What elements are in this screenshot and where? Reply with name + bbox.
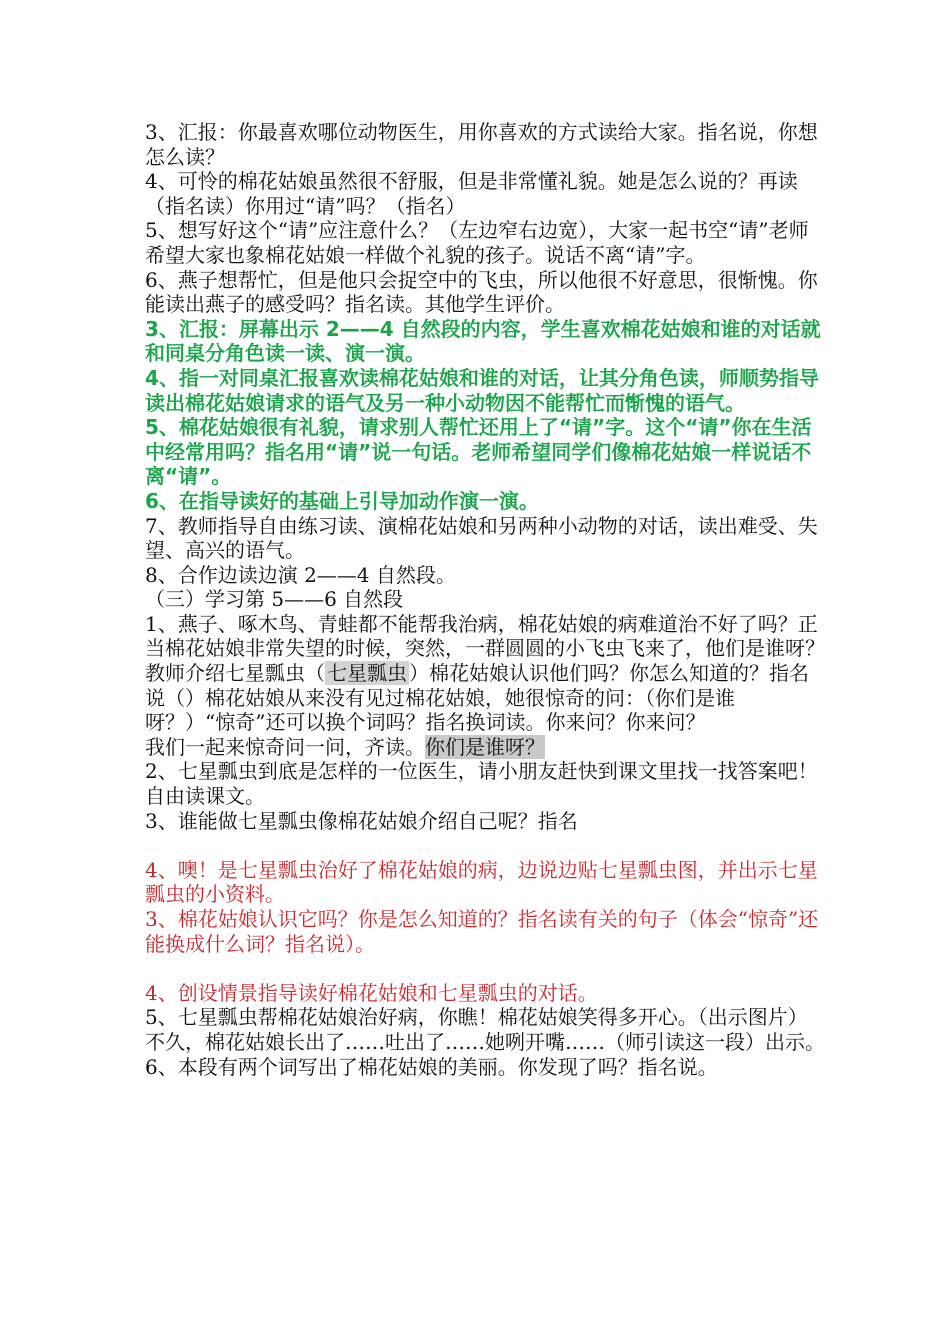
green-paragraph: 5、棉花姑娘很有礼貌，请求别人帮忙还用上了“请”字。这个“请”你在生活中经常用吗？指名用“请”说一句话。老师希望同学们像棉花姑娘一样说话不离“请”。: [145, 415, 812, 489]
text-segment: 1、燕子、啄木鸟、青蛙都不能帮我治病，棉花姑娘的病难道治不好了吗？正当棉花姑娘非常失望的时候，突然，一群圆圆的小飞虫飞来了，他们是谁呀？教师介绍七星瓢虫（: [145, 611, 825, 686]
text-segment: 我们一起来惊奇问一问，齐读。: [145, 734, 425, 759]
red-paragraph: 4、创设情景指导读好棉花姑娘和七星瓢虫的对话。: [145, 980, 598, 1005]
paragraph: 4、可怜的棉花姑娘虽然很不舒服，但是非常懂礼貌。她是怎么说的？再读（指名读）你用过“请”吗？（指名）: [145, 169, 798, 218]
paragraph: 5、七星瓢虫帮棉花姑娘治好病，你瞧！棉花姑娘笑得多开心。（出示图片）: [145, 1005, 808, 1030]
paragraph: 2、七星瓢虫到底是怎样的一位医生，请小朋友赶快到课文里找一找答案吧！自由读课文。: [145, 759, 818, 809]
highlighted-text: 七星瓢虫: [327, 661, 407, 686]
red-paragraph: 3、棉花姑娘认识它吗？你是怎么知道的？指名读有关的句子（体会“惊奇”还能换成什么词？指名说）。: [145, 907, 819, 956]
blank-line: [145, 956, 825, 981]
paragraph: 6、燕子想帮忙，但是他只会捉空中的飞虫，所以他很不好意思，很惭愧。你能读出燕子的感受吗？指名读。其他学生评价。: [145, 267, 818, 317]
paragraph: 6、本段有两个词写出了棉花姑娘的美丽。你发现了吗？指名说。: [145, 1054, 718, 1079]
paragraph: 3、谁能做七星瓢虫像棉花姑娘介绍自己呢？指名: [145, 808, 578, 833]
green-paragraph: 6、在指导读好的基础上引导加动作演一演。: [145, 488, 539, 513]
paragraph: [145, 612, 825, 735]
green-paragraph: 4、指一对同桌汇报喜欢读棉花姑娘和谁的对话，让其分角色读，师顺势指导读出棉花姑娘请求的语气及另一种小动物因不能帮忙而惭愧的语气。: [145, 365, 819, 415]
paragraph: [145, 735, 825, 760]
paragraph: 3、汇报：你最喜欢哪位动物医生，用你喜欢的方式读给大家。指名说，你想怎么读？: [145, 120, 818, 169]
paragraph: 7、教师指导自由练习读、演棉花姑娘和另两种小动物的对话，读出难受、失望、高兴的语气。: [145, 513, 818, 563]
paragraph: 8、合作边读边演 2——4 自然段。: [145, 562, 456, 587]
highlighted-text: 你们是谁呀？: [425, 734, 545, 759]
section-heading: （三）学习第 5——6 自然段: [145, 587, 404, 612]
paragraph: 5、想写好这个“请”应注意什么？（左边窄右边宽），大家一起书空“请”老师希望大家也象棉花姑娘一样做个礼貌的孩子。说话不离“请”字。: [145, 218, 809, 267]
text-segment: ）棉花姑娘认识他们吗？你怎么知道的？指名说（）棉花姑娘从来没有见过棉花姑娘，她很惊奇的问：（你们是谁呀？）“惊奇”还可以换个词吗？指名换词读。你来问？你来问？: [145, 661, 809, 735]
blank-line: [145, 833, 825, 858]
document-body: [145, 120, 825, 1079]
red-paragraph: 4、噢！是七星瓢虫治好了棉花姑娘的病，边说边贴七星瓢虫图，并出示七星瓢虫的小资料。: [145, 857, 818, 907]
green-paragraph: 3、汇报：屏幕出示 2——4 自然段的内容，学生喜欢棉花姑娘和谁的对话就和同桌分角色读一读、演一演。: [145, 316, 821, 366]
paragraph: 不久，棉花姑娘长出了……吐出了……她咧开嘴……（师引读这一段）出示。: [145, 1029, 825, 1054]
